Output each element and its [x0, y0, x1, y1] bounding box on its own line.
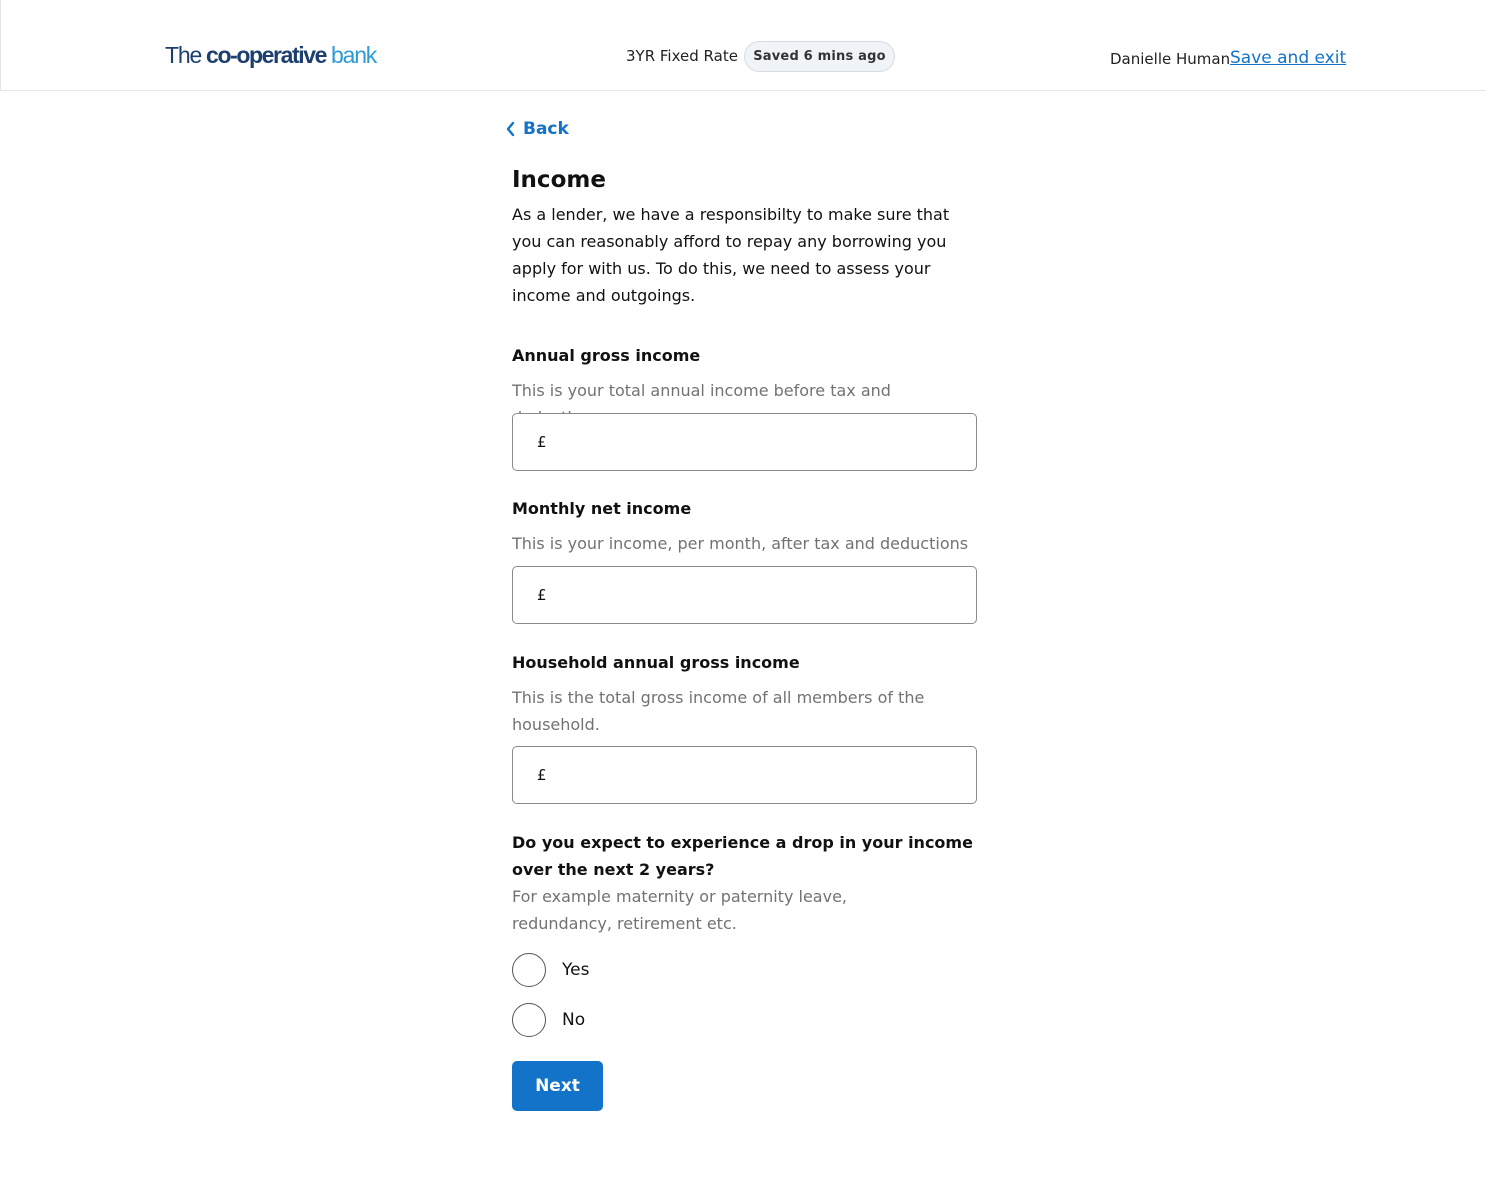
radio-label-no: No: [562, 1010, 586, 1030]
saved-status-badge: Saved 6 mins ago: [744, 41, 895, 72]
logo-text-bank: bank: [331, 42, 377, 68]
household-gross-income-hint: This is the total gross income of all members of the household.: [512, 688, 925, 734]
radio-label-yes: Yes: [562, 960, 590, 980]
income-drop-question: Do you expect to experience a drop in your income over the next 2 years?: [512, 833, 973, 879]
household-gross-income-input[interactable]: [555, 747, 965, 803]
radio-button[interactable]: [512, 953, 546, 987]
monthly-net-income-input[interactable]: [555, 567, 965, 623]
income-drop-hint: For example maternity or paternity leave, redundancy, retirement etc.: [512, 887, 847, 933]
annual-gross-income-field[interactable]: [512, 413, 977, 471]
household-gross-income-label: Household annual gross income: [512, 653, 800, 672]
co-operative-bank-logo[interactable]: [165, 41, 376, 69]
household-gross-income-field[interactable]: [512, 746, 977, 804]
back-link[interactable]: [505, 116, 569, 142]
annual-gross-income-input[interactable]: [555, 414, 965, 470]
radio-button[interactable]: [512, 1003, 546, 1037]
top-header: [0, 0, 1486, 91]
user-name: Danielle Human: [1110, 50, 1231, 68]
annual-gross-income-hint: This is your total annual income before tax and: [512, 381, 891, 400]
page-title: Income: [512, 167, 606, 193]
monthly-net-income-hint: This is your income, per month, after tax and deductions: [512, 534, 969, 553]
back-label: Back: [523, 119, 569, 139]
intro-text: As a lender, we have a responsibilty to make sure that you can reasonably afford to repay any borrowing you apply for with us. To do this, we need to assess your income and outgoings.: [512, 205, 950, 305]
product-name: 3YR Fixed Rate: [626, 47, 738, 65]
logo-text-the: The: [165, 42, 202, 68]
currency-prefix: £: [537, 586, 547, 604]
chevron-left-icon: [505, 121, 515, 137]
logo-text-coop: co-operative: [206, 42, 327, 68]
currency-prefix: £: [537, 766, 547, 784]
monthly-net-income-label: Monthly net income: [512, 499, 692, 518]
currency-prefix: £: [537, 433, 547, 451]
annual-gross-income-label: Annual gross income: [512, 346, 701, 365]
next-button[interactable]: Next: [512, 1061, 603, 1111]
monthly-net-income-field[interactable]: [512, 566, 977, 624]
save-and-exit-link[interactable]: Save and exit: [1230, 48, 1347, 68]
radio-option-no[interactable]: [512, 1003, 585, 1037]
radio-option-yes[interactable]: [512, 953, 589, 987]
